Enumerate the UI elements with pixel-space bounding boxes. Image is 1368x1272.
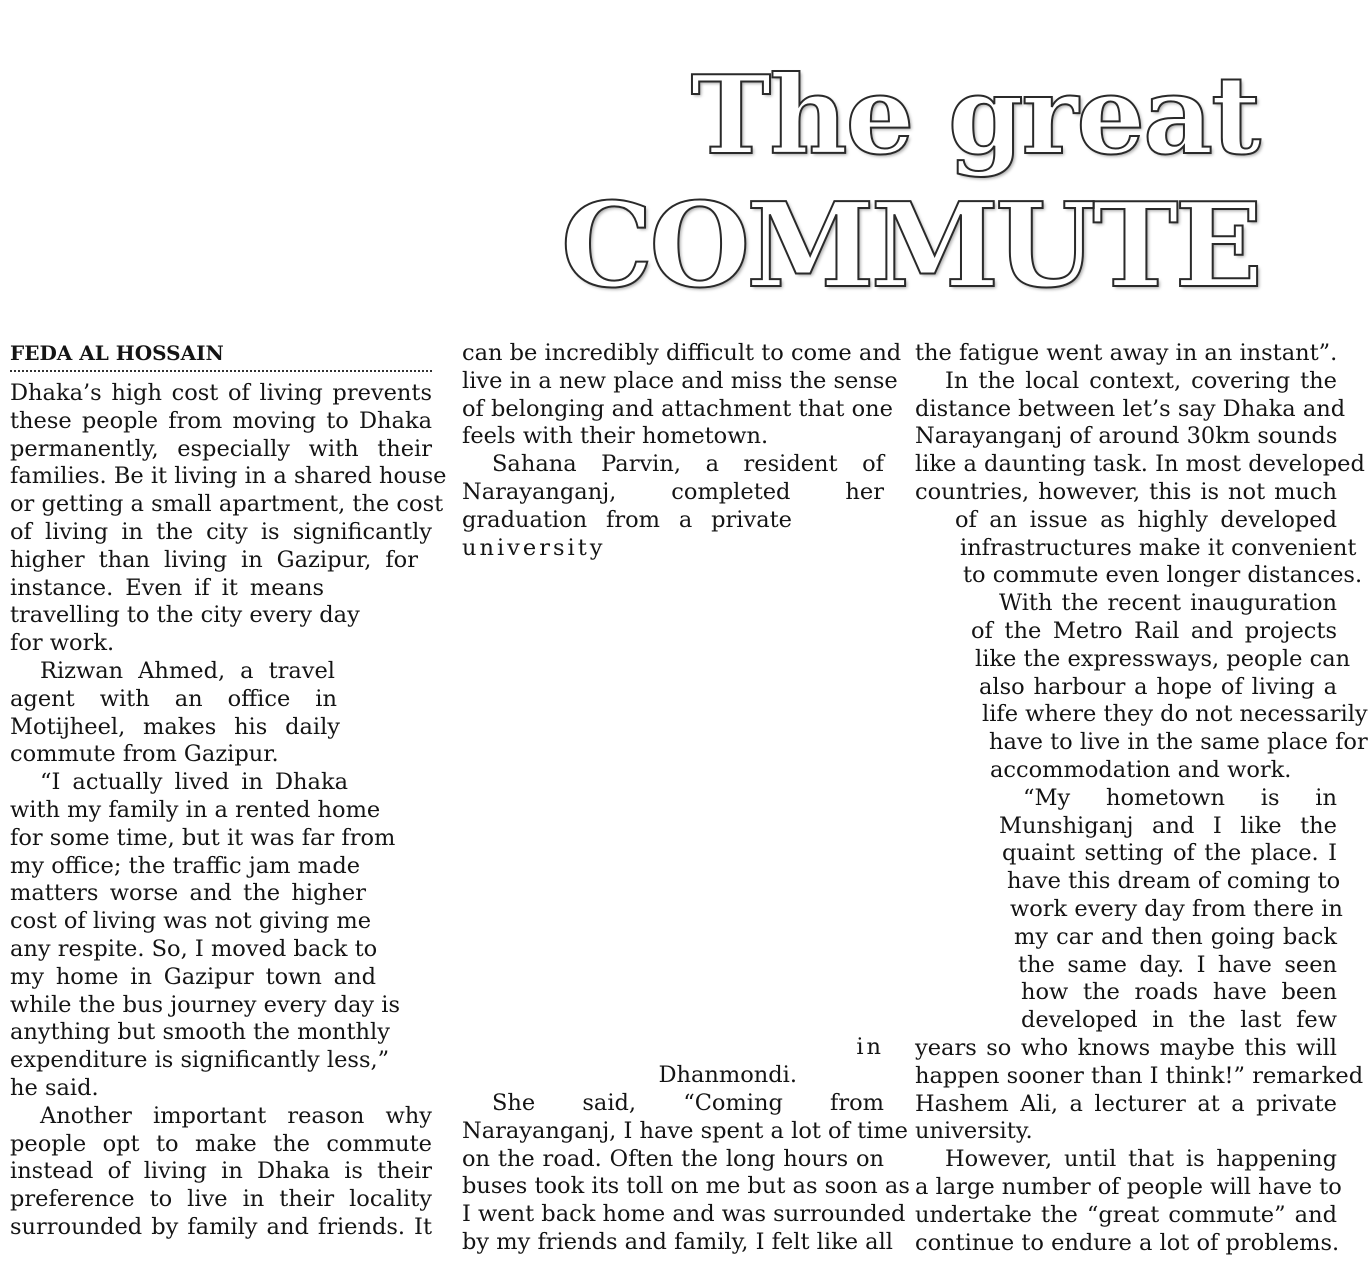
image-space [462,562,884,1034]
text-line: anything but smooth the monthly [10,1019,390,1046]
text-line: a large number of people will have to [915,1173,1342,1200]
text-line: like a daunting task. In most developed [915,451,1365,478]
text-line: instead of living in Dhaka is their [10,1158,432,1185]
text-line: to commute even longer distances. [963,562,1363,589]
text-line: life where they do not necessarily [982,701,1368,728]
text-line: surrounded by family and friends. It [10,1213,432,1240]
text-line: by my friends and family, I felt like all [462,1228,893,1255]
text-line: matters worse and the higher [10,880,366,907]
text-line: Another important reason why [40,1102,432,1129]
text-line: Munshiganj and I like the [999,812,1337,839]
text-line: also harbour a hope of living a [979,673,1337,700]
text-line: for work. [10,630,115,657]
text-line: feels with their hometown. [462,423,769,450]
text-line: She said, “Coming from [492,1089,884,1116]
text-line: Rizwan Ahmed, a travel [40,657,335,684]
text-line: people opt to make the commute [10,1130,432,1157]
text-line: my car and then going back [1014,923,1337,950]
text-line: for some time, but it was far from [10,824,396,851]
text-line: of the Metro Rail and projects [971,617,1337,644]
text-line: countries, however, this is not much [915,478,1337,505]
text-line: have this dream of coming to [1007,868,1341,895]
text-line: In the local context, covering the [945,367,1337,394]
text-line: my office; the traffic jam made [10,852,361,879]
text-line: higher than living in Gazipur, for [10,546,418,573]
text-line: continue to endure a lot of problems. [915,1229,1340,1256]
text-line: infrastructures make it convenient [960,534,1357,561]
text-line: Hashem Ali, a lecturer at a private [915,1090,1337,1117]
text-line: university. [915,1118,1033,1145]
text-line: “I actually lived in Dhaka [40,769,348,796]
text-line: of belonging and attachment that one [462,395,893,422]
text-line: he said. [10,1074,99,1101]
text-line: developed in the last few [1021,1007,1337,1034]
text-line: undertake the “great commute” and [915,1201,1337,1228]
text-line: graduation from a private [462,506,792,533]
text-line: buses took its toll on me but as soon as [462,1173,910,1200]
text-line: accommodation and work. [990,756,1292,783]
text-line: With the recent inauguration [999,590,1337,617]
text-line: permanently, especially with their [10,435,432,462]
text-line: Narayanganj, I have spent a lot of time [462,1117,908,1144]
text-line: work every day from there in [1010,895,1343,922]
text-line: “My hometown is in [1023,784,1337,811]
text-line: Dhaka’s high cost of living prevents [10,380,432,406]
text-line: how the roads have been [1021,979,1337,1006]
article-column-1 [10,340,447,1242]
text-line: on the road. Often the long hours on [462,1145,884,1172]
text-line: of an issue as highly developed [955,506,1337,533]
text-line: cost of living was not giving me [10,908,372,935]
text-line: have to live in the same place for [989,729,1368,756]
text-line: can be incredibly difficult to come and [462,340,902,366]
text-line: these people from moving to Dhaka [10,407,432,434]
text-line: I went back home and was surrounded [462,1201,906,1228]
headline-line-1: The great [690,53,1259,179]
article-column-2 [462,340,910,1257]
text-line: Motijheel, makes his daily [10,713,340,740]
text-line: Narayanganj, completed her [462,478,884,505]
text-line: university [462,534,606,561]
text-line: preference to live in their locality [10,1186,432,1213]
text-line: of living in the city is significantly [10,518,432,545]
text-line: Dhanmondi. [658,1062,797,1089]
text-line: the same day. I have seen [1018,951,1337,978]
text-line: my home in Gazipur town and [10,963,376,990]
text-line: any respite. So, I moved back to [10,935,378,962]
text-line: agent with an office in [10,685,337,712]
text-line: or getting a small apartment, the cost [10,491,444,518]
text-line: years so who knows maybe this will [915,1034,1337,1061]
text-line: However, until that is happening [945,1146,1337,1173]
text-line: the fatigue went away in an instant”. [915,340,1338,366]
byline: FEDA AL HOSSAIN [10,340,432,372]
headline-line-2: COMMUTE [560,178,1259,314]
text-line: with my family in a rented home [10,796,381,823]
text-line: like the expressways, people can [975,645,1351,672]
text-line: quaint setting of the place. I [1002,840,1337,867]
article-column-3 [915,340,1368,1257]
text-line: Narayanganj of around 30km sounds [915,423,1338,450]
text-line: happen sooner than I think!” remarked [915,1062,1364,1089]
text-line: live in a new place and miss the sense [462,367,898,394]
text-line: commute from Gazipur. [10,741,279,768]
text-line: instance. Even if it means [10,574,324,601]
text-line: Sahana Parvin, a resident of [492,451,884,478]
text-line: distance between let’s say Dhaka and [915,395,1346,422]
text-line: families. Be it living in a shared house [10,463,447,490]
text-line: in [856,1034,884,1061]
text-line: expenditure is significantly less,” [10,1047,390,1074]
text-line: travelling to the city every day [10,602,360,629]
text-line: while the bus journey every day is [10,991,401,1018]
